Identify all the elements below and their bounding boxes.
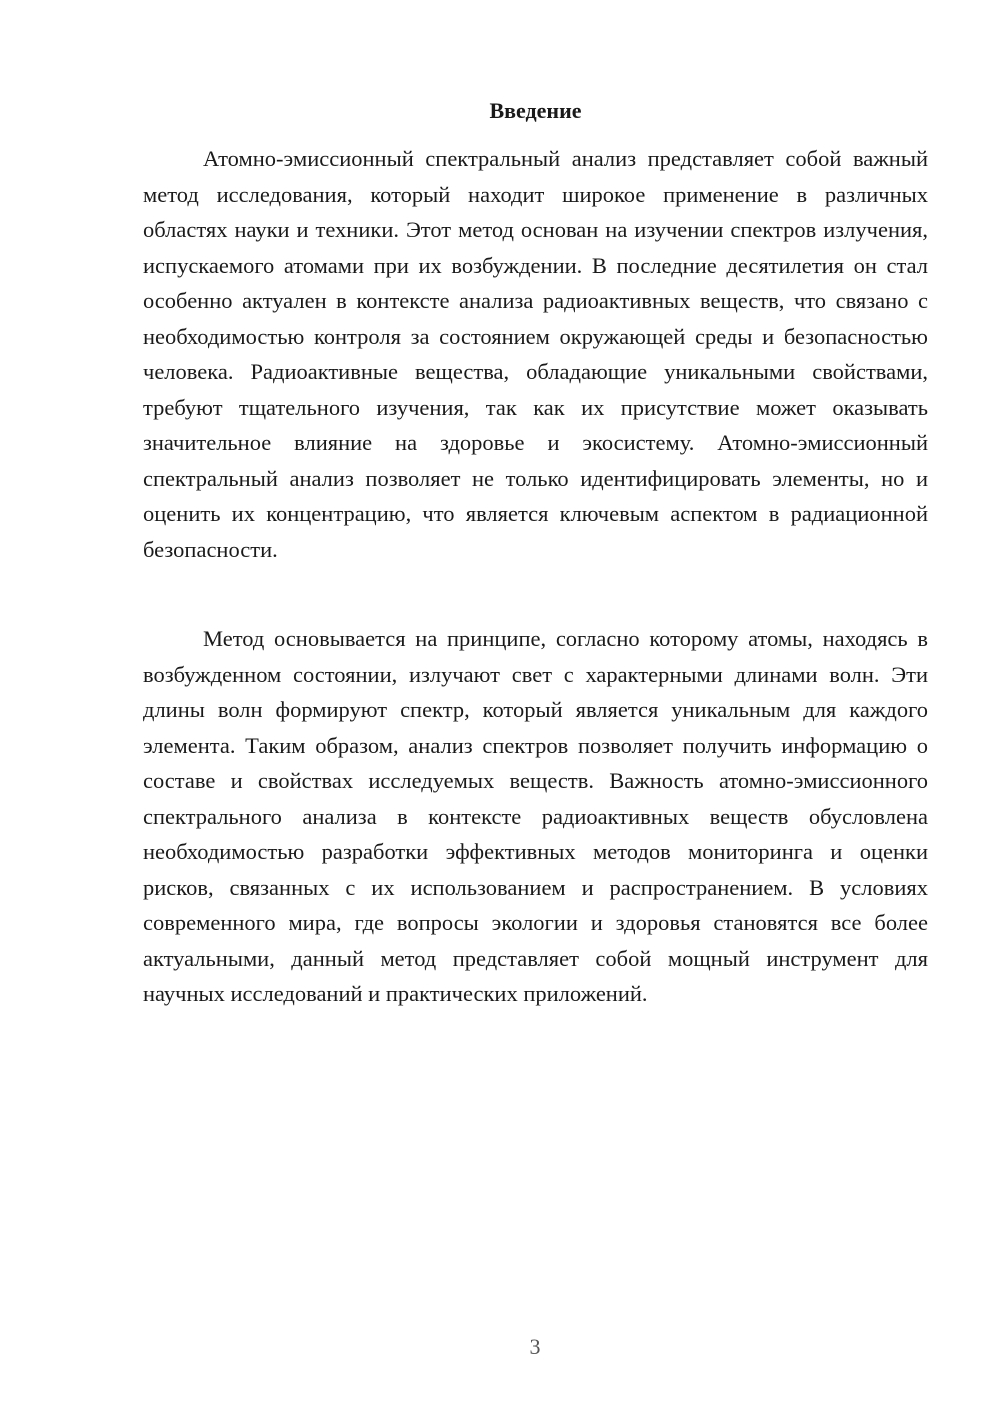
paragraph-1: Атомно-эмиссионный спектральный анализ представляет собой важный метод исследования, который находит широкое применение в различных областях науки и техники. Этот метод основан на изучении спектров излучения, испускаемого атомами при их возбуждении. В последние десятилетия он стал особенно актуален в контексте анализа радиоактивных веществ, что связано с необходимостью контроля за состоянием окружающей среды и безопасностью человека. Радиоактивные вещества, обладающие уникальными свойствами, требуют тщательного изучения, так как их присутствие может оказывать значительное влияние на здоровье и экосистему. Атомно-эмиссионный спектральный анализ позволяет не только идентифицировать элементы, но и оценить их концентрацию, что является ключевым аспектом в радиационной безопасности. [143, 146, 928, 562]
paragraph-2: Метод основывается на принципе, согласно которому атомы, находясь в возбужденном состоянии, излучают свет с характерными длинами волн. Эти длины волн формируют спектр, который является уникальным для каждого элемента. Таким образом, анализ спектров позволяет получить информацию о составе и свойствах исследуемых веществ. Важность атомно-эмиссионного спектрального анализа в контексте радиоактивных веществ обусловлена необходимостью разработки эффективных методов мониторинга и оценки рисков, связанных с их использованием и распространением. В условиях современного мира, где вопросы экологии и здоровья становятся все более актуальными, данный метод представляет собой мощный инструмент для научных исследований и практических приложений. [143, 626, 928, 1006]
page-number: 3 [529, 1334, 541, 1359]
page-title: Введение [489, 98, 582, 123]
